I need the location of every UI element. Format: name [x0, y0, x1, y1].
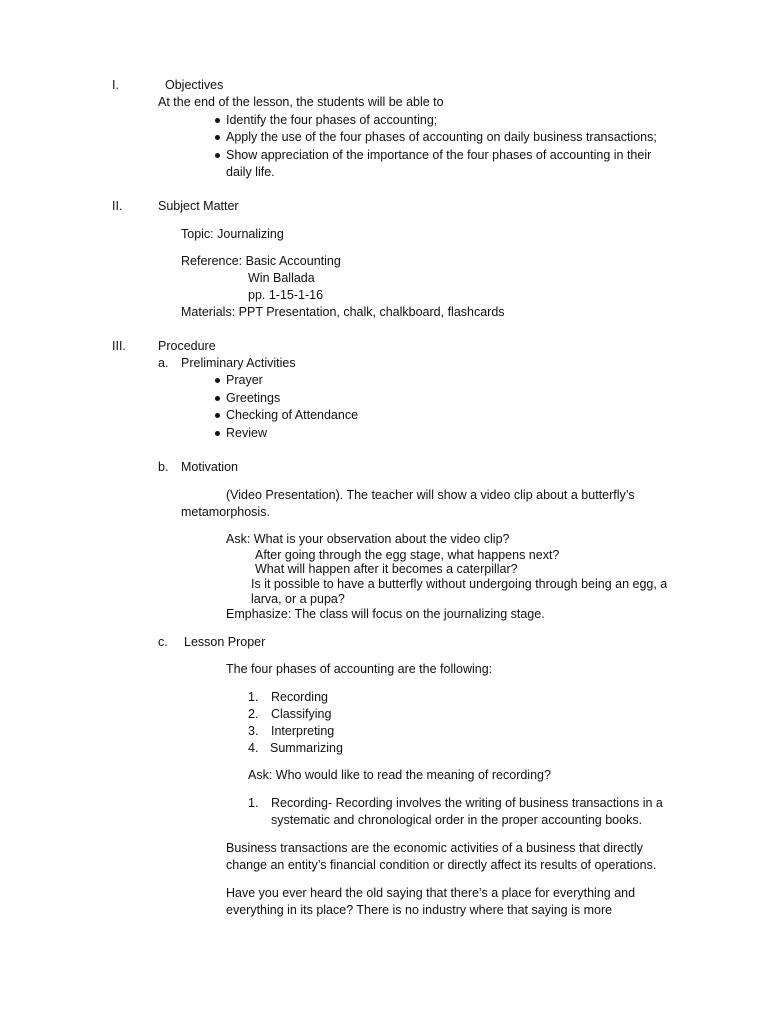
section-numeral: III. [112, 339, 126, 353]
activity-item: Greetings [226, 391, 281, 405]
objective-item: Identify the four phases of accounting; [226, 113, 438, 127]
topic-line: Topic: Journalizing [181, 227, 284, 241]
bullet-icon [215, 118, 220, 123]
phase-number: 2. [248, 707, 259, 721]
phase-number: 4. [248, 741, 259, 755]
bullet-icon [215, 396, 220, 401]
phase-label: Interpreting [271, 724, 335, 738]
activity-item: Checking of Attendance [226, 408, 359, 422]
motivation-paragraph: (Video Presentation). The teacher will show a video clip about a butterfly’s [226, 488, 635, 502]
body-paragraph-line: everything in its place? There is no industry where that saying is more [226, 903, 613, 917]
bullet-icon [215, 413, 220, 418]
section-numeral: II. [112, 199, 123, 213]
phase-number: 1. [248, 690, 259, 704]
section-title: Subject Matter [158, 199, 239, 213]
section-numeral: I. [112, 78, 119, 92]
phase-label: Summarizing [270, 741, 343, 755]
question-line: After going through the egg stage, what happens next? [255, 548, 560, 562]
subsection-title: Preliminary Activities [181, 356, 296, 370]
body-paragraph-line: Have you ever heard the old saying that there’s a place for everything and [226, 886, 636, 900]
question-line-continuation: larva, or a pupa? [251, 592, 345, 606]
question-line: Is it possible to have a butterfly without undergoing through being an egg, a [251, 577, 668, 591]
objective-item: Show appreciation of the importance of the four phases of accounting in their [226, 148, 652, 162]
objectives-intro: At the end of the lesson, the students will be able to [158, 95, 444, 109]
subsection-letter: b. [158, 460, 169, 474]
phase-label: Classifying [271, 707, 332, 721]
materials-line: Materials: PPT Presentation, chalk, chalkboard, flashcards [181, 305, 505, 319]
motivation-paragraph-continuation: metamorphosis. [181, 505, 270, 519]
bullet-icon [215, 153, 220, 158]
definition-number: 1. [248, 796, 259, 810]
bullet-icon [215, 431, 220, 436]
subsection-title: Motivation [181, 460, 238, 474]
ask-line: Ask: Who would like to read the meaning of recording? [248, 768, 551, 782]
ask-line: Ask: What is your observation about the video clip? [226, 532, 510, 546]
bullet-icon [215, 378, 220, 383]
bullet-icon [215, 135, 220, 140]
reference-line: Reference: Basic Accounting [181, 254, 341, 268]
objective-item-continuation: daily life. [226, 165, 275, 179]
phase-number: 3. [248, 724, 259, 738]
reference-pages: pp. 1-15-1-16 [248, 288, 324, 302]
section-title: Objectives [165, 78, 224, 92]
body-paragraph-line: Business transactions are the economic activities of a business that directly [226, 841, 643, 855]
reference-author: Win Ballada [248, 271, 315, 285]
body-paragraph-line: change an entity’s financial condition or directly affect its results of operations. [226, 858, 657, 872]
subsection-title: Lesson Proper [184, 635, 266, 649]
emphasize-line: Emphasize: The class will focus on the journalizing stage. [226, 607, 545, 621]
question-line: What will happen after it becomes a caterpillar? [255, 562, 518, 576]
subsection-letter: a. [158, 356, 169, 370]
definition-line: systematic and chronological order in the proper accounting books. [271, 813, 643, 827]
definition-line: Recording- Recording involves the writing of business transactions in a [271, 796, 663, 810]
activity-item: Prayer [226, 373, 263, 387]
lesson-intro: The four phases of accounting are the following: [226, 662, 493, 676]
activity-item: Review [226, 426, 267, 440]
phase-label: Recording [271, 690, 328, 704]
objective-item: Apply the use of the four phases of accounting on daily business transactions; [226, 130, 657, 144]
section-title: Procedure [158, 339, 216, 353]
subsection-letter: c. [158, 635, 168, 649]
